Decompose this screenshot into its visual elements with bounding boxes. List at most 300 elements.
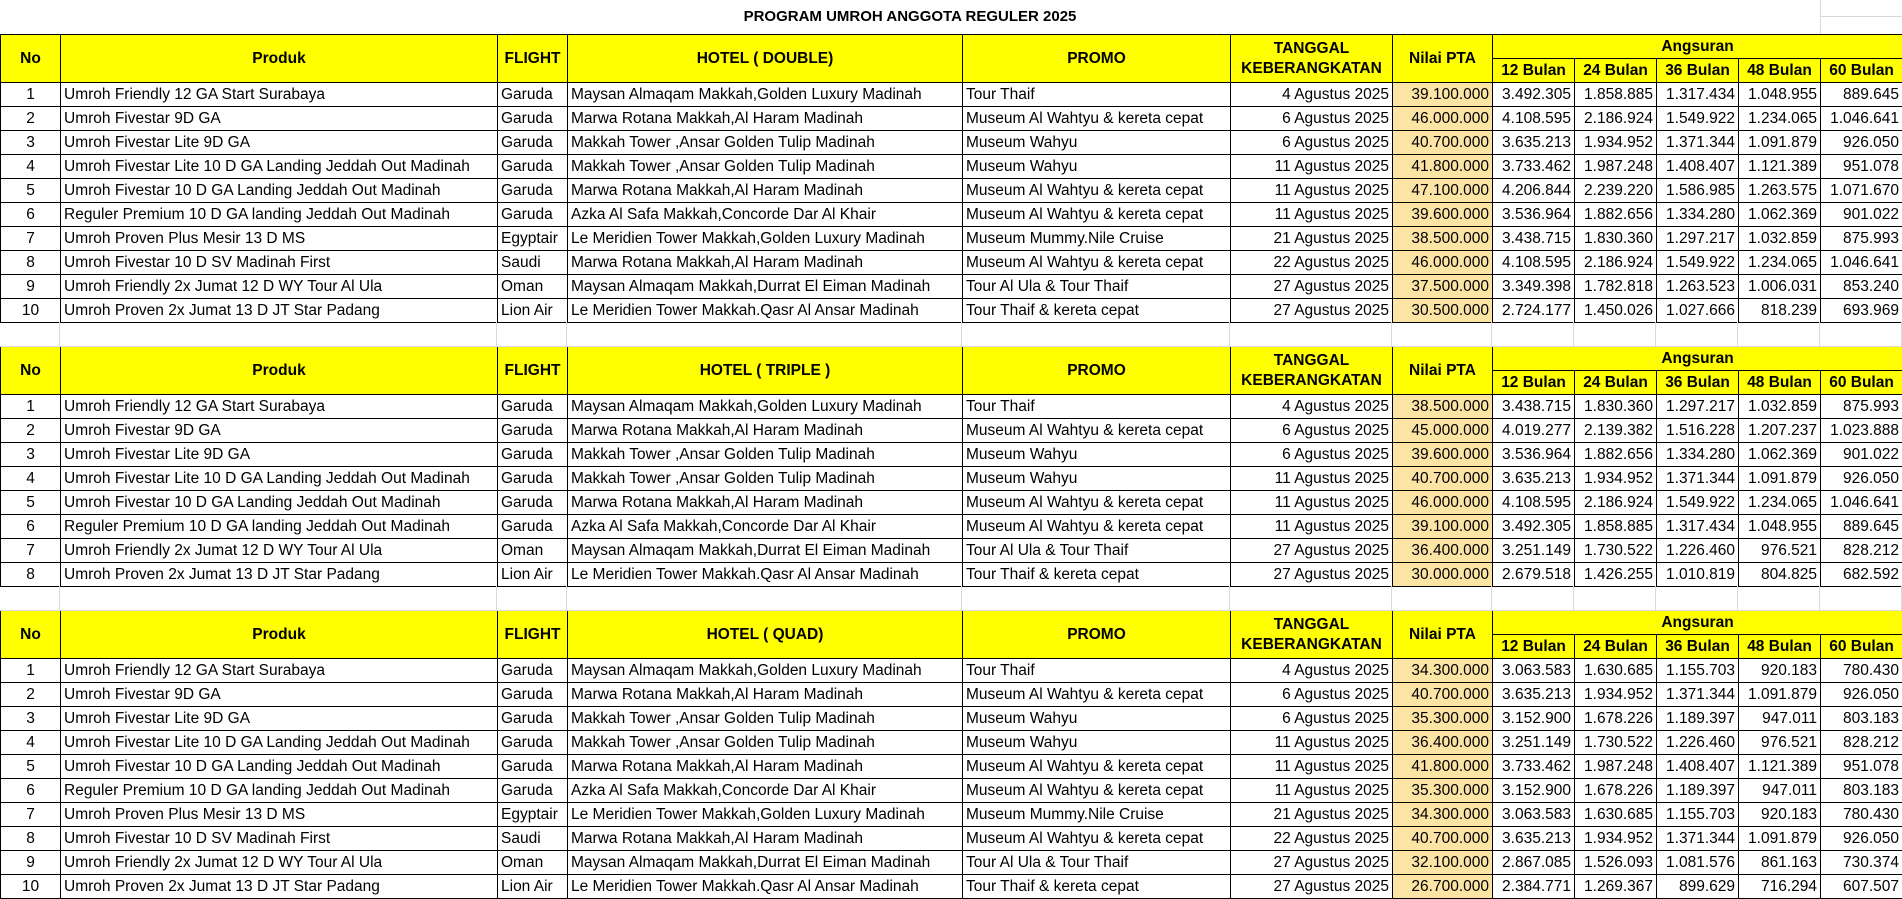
cell-produk: Umroh Fivestar 10 D GA Landing Jeddah Out Madinah: [61, 491, 498, 515]
cell-angsuran-5: 1.046.641: [1821, 491, 1902, 515]
cell-angsuran-4: 1.263.575: [1739, 179, 1821, 203]
cell-produk: Umroh Fivestar Lite 10 D GA Landing Jeddah Out Madinah: [61, 731, 498, 755]
table-row: [1, 131, 1902, 155]
cell-angsuran-1: 3.492.305: [1493, 515, 1575, 539]
cell-angsuran-5: 780.430: [1821, 803, 1902, 827]
table-row: [1, 395, 1902, 419]
cell-tanggal: 11 Agustus 2025: [1231, 731, 1393, 755]
cell-angsuran-5: 901.022: [1821, 443, 1902, 467]
cell-hotel: Azka Al Safa Makkah,Concorde Dar Al Khair: [568, 779, 963, 803]
cell-nilai-pta: 39.600.000: [1393, 443, 1493, 467]
cell-no: 8: [1, 563, 61, 587]
table-row: [1, 179, 1902, 203]
cell-no: 6: [1, 515, 61, 539]
cell-hotel: Makkah Tower ,Ansar Golden Tulip Madinah: [568, 155, 963, 179]
cell-tanggal: 6 Agustus 2025: [1231, 683, 1393, 707]
cell-angsuran-4: 976.521: [1739, 731, 1821, 755]
cell-promo: Tour Thaif: [963, 83, 1231, 107]
cell-promo: Museum Al Wahtyu & kereta cepat: [963, 755, 1231, 779]
table-row: [1, 467, 1902, 491]
cell-produk: Umroh Proven 2x Jumat 13 D JT Star Padang: [61, 299, 498, 323]
header-tanggal: TANGGAL KEBERANGKATAN: [1231, 35, 1393, 83]
header-hotel: HOTEL ( QUAD): [568, 611, 963, 659]
cell-angsuran-5: 803.183: [1821, 707, 1902, 731]
cell-nilai-pta: 37.500.000: [1393, 275, 1493, 299]
cell-promo: Museum Al Wahtyu & kereta cepat: [963, 203, 1231, 227]
table-row: [1, 227, 1902, 251]
cell-angsuran-4: 1.062.369: [1739, 203, 1821, 227]
cell-flight: Lion Air: [498, 563, 568, 587]
cell-nilai-pta: 30.000.000: [1393, 563, 1493, 587]
cell-tanggal: 11 Agustus 2025: [1231, 779, 1393, 803]
cell-flight: Saudi: [498, 827, 568, 851]
cell-hotel: Le Meridien Tower Makkah.Qasr Al Ansar Madinah: [568, 875, 963, 899]
cell-nilai-pta: 45.000.000: [1393, 419, 1493, 443]
cell-angsuran-2: 1.426.255: [1575, 563, 1657, 587]
cell-angsuran-3: 1.297.217: [1657, 227, 1739, 251]
cell-no: 7: [1, 539, 61, 563]
cell-nilai-pta: 46.000.000: [1393, 251, 1493, 275]
cell-no: 10: [1, 299, 61, 323]
cell-angsuran-1: 3.438.715: [1493, 395, 1575, 419]
cell-produk: Umroh Fivestar 10 D SV Madinah First: [61, 827, 498, 851]
cell-angsuran-1: 3.536.964: [1493, 443, 1575, 467]
cell-hotel: Maysan Almaqam Makkah,Durrat El Eiman Madinah: [568, 539, 963, 563]
cell-angsuran-1: 4.108.595: [1493, 491, 1575, 515]
cell-tanggal: 6 Agustus 2025: [1231, 707, 1393, 731]
cell-angsuran-4: 1.234.065: [1739, 251, 1821, 275]
cell-flight: Garuda: [498, 467, 568, 491]
header-month-2: 24 Bulan: [1575, 59, 1657, 83]
cell-nilai-pta: 39.100.000: [1393, 83, 1493, 107]
cell-angsuran-3: 1.189.397: [1657, 707, 1739, 731]
cell-promo: Museum Al Wahtyu & kereta cepat: [963, 179, 1231, 203]
cell-angsuran-4: 1.234.065: [1739, 491, 1821, 515]
cell-produk: Umroh Friendly 2x Jumat 12 D WY Tour Al Ula: [61, 851, 498, 875]
cell-nilai-pta: 26.700.000: [1393, 875, 1493, 899]
header-promo: PROMO: [963, 611, 1231, 659]
cell-angsuran-2: 1.678.226: [1575, 779, 1657, 803]
cell-flight: Garuda: [498, 155, 568, 179]
cell-promo: Museum Wahyu: [963, 443, 1231, 467]
cell-angsuran-5: 889.645: [1821, 515, 1902, 539]
cell-hotel: Makkah Tower ,Ansar Golden Tulip Madinah: [568, 443, 963, 467]
cell-promo: Museum Wahyu: [963, 467, 1231, 491]
cell-angsuran-1: 3.251.149: [1493, 539, 1575, 563]
cell-angsuran-5: 889.645: [1821, 83, 1902, 107]
cell-no: 1: [1, 659, 61, 683]
cell-angsuran-3: 1.371.344: [1657, 467, 1739, 491]
cell-angsuran-1: 3.733.462: [1493, 155, 1575, 179]
cell-no: 2: [1, 419, 61, 443]
cell-angsuran-2: 1.858.885: [1575, 515, 1657, 539]
header-month-4: 48 Bulan: [1739, 371, 1821, 395]
cell-no: 9: [1, 851, 61, 875]
cell-produk: Umroh Friendly 12 GA Start Surabaya: [61, 659, 498, 683]
header-angsuran: Angsuran: [1493, 611, 1902, 635]
header-no: No: [1, 347, 61, 395]
cell-angsuran-5: 828.212: [1821, 731, 1902, 755]
cell-promo: Museum Mummy.Nile Cruise: [963, 803, 1231, 827]
header-month-3: 36 Bulan: [1657, 635, 1739, 659]
cell-angsuran-5: 1.023.888: [1821, 419, 1902, 443]
cell-hotel: Azka Al Safa Makkah,Concorde Dar Al Khair: [568, 515, 963, 539]
cell-tanggal: 4 Agustus 2025: [1231, 83, 1393, 107]
cell-hotel: Marwa Rotana Makkah,Al Haram Madinah: [568, 491, 963, 515]
cell-angsuran-2: 1.882.656: [1575, 443, 1657, 467]
cell-no: 2: [1, 107, 61, 131]
cell-angsuran-2: 1.934.952: [1575, 467, 1657, 491]
cell-angsuran-1: 3.733.462: [1493, 755, 1575, 779]
empty-corner-cells: [1820, 0, 1902, 34]
cell-no: 7: [1, 803, 61, 827]
cell-flight: Saudi: [498, 251, 568, 275]
cell-angsuran-2: 1.450.026: [1575, 299, 1657, 323]
blank-row-1: [0, 322, 1902, 347]
table-row: [1, 419, 1902, 443]
cell-angsuran-3: 1.586.985: [1657, 179, 1739, 203]
cell-no: 4: [1, 731, 61, 755]
cell-angsuran-4: 1.091.879: [1739, 827, 1821, 851]
cell-hotel: Le Meridien Tower Makkah.Qasr Al Ansar Madinah: [568, 563, 963, 587]
cell-angsuran-4: 1.121.389: [1739, 755, 1821, 779]
cell-angsuran-4: 947.011: [1739, 707, 1821, 731]
header-tanggal: TANGGAL KEBERANGKATAN: [1231, 347, 1393, 395]
header-hotel: HOTEL ( DOUBLE): [568, 35, 963, 83]
cell-hotel: Makkah Tower ,Ansar Golden Tulip Madinah: [568, 131, 963, 155]
table-row: [1, 155, 1902, 179]
cell-nilai-pta: 30.500.000: [1393, 299, 1493, 323]
cell-angsuran-2: 1.730.522: [1575, 539, 1657, 563]
cell-promo: Museum Al Wahtyu & kereta cepat: [963, 515, 1231, 539]
cell-nilai-pta: 40.700.000: [1393, 827, 1493, 851]
cell-angsuran-4: 716.294: [1739, 875, 1821, 899]
cell-produk: Umroh Proven 2x Jumat 13 D JT Star Padang: [61, 875, 498, 899]
header-month-3: 36 Bulan: [1657, 371, 1739, 395]
cell-produk: Umroh Fivestar Lite 9D GA: [61, 707, 498, 731]
cell-hotel: Marwa Rotana Makkah,Al Haram Madinah: [568, 251, 963, 275]
cell-angsuran-5: 1.046.641: [1821, 107, 1902, 131]
cell-angsuran-4: 947.011: [1739, 779, 1821, 803]
cell-angsuran-4: 1.048.955: [1739, 515, 1821, 539]
cell-nilai-pta: 38.500.000: [1393, 395, 1493, 419]
header-flight: FLIGHT: [498, 611, 568, 659]
cell-angsuran-1: 2.724.177: [1493, 299, 1575, 323]
cell-no: 8: [1, 251, 61, 275]
table-row: [1, 83, 1902, 107]
cell-flight: Oman: [498, 539, 568, 563]
cell-no: 2: [1, 683, 61, 707]
cell-angsuran-5: 926.050: [1821, 467, 1902, 491]
cell-tanggal: 11 Agustus 2025: [1231, 203, 1393, 227]
cell-tanggal: 27 Agustus 2025: [1231, 539, 1393, 563]
cell-no: 3: [1, 443, 61, 467]
cell-nilai-pta: 40.700.000: [1393, 131, 1493, 155]
cell-nilai-pta: 32.100.000: [1393, 851, 1493, 875]
cell-angsuran-4: 1.091.879: [1739, 131, 1821, 155]
cell-flight: Lion Air: [498, 875, 568, 899]
cell-angsuran-2: 1.830.360: [1575, 395, 1657, 419]
cell-flight: Garuda: [498, 179, 568, 203]
cell-angsuran-1: 3.152.900: [1493, 707, 1575, 731]
header-produk: Produk: [61, 347, 498, 395]
cell-produk: Reguler Premium 10 D GA landing Jeddah Out Madinah: [61, 515, 498, 539]
cell-tanggal: 11 Agustus 2025: [1231, 515, 1393, 539]
cell-produk: Umroh Fivestar 10 D GA Landing Jeddah Out Madinah: [61, 755, 498, 779]
header-angsuran: Angsuran: [1493, 347, 1902, 371]
cell-flight: Garuda: [498, 755, 568, 779]
cell-angsuran-1: 4.206.844: [1493, 179, 1575, 203]
cell-hotel: Maysan Almaqam Makkah,Golden Luxury Madinah: [568, 83, 963, 107]
cell-angsuran-1: 3.635.213: [1493, 467, 1575, 491]
cell-flight: Garuda: [498, 515, 568, 539]
cell-angsuran-3: 1.549.922: [1657, 251, 1739, 275]
cell-angsuran-2: 2.186.924: [1575, 107, 1657, 131]
cell-hotel: Maysan Almaqam Makkah,Golden Luxury Madinah: [568, 395, 963, 419]
cell-tanggal: 11 Agustus 2025: [1231, 755, 1393, 779]
cell-angsuran-3: 1.334.280: [1657, 443, 1739, 467]
cell-flight: Garuda: [498, 443, 568, 467]
cell-nilai-pta: 39.600.000: [1393, 203, 1493, 227]
pricing-table-1: [0, 34, 1902, 323]
cell-promo: Tour Al Ula & Tour Thaif: [963, 275, 1231, 299]
cell-angsuran-5: 803.183: [1821, 779, 1902, 803]
table-row: [1, 803, 1902, 827]
cell-flight: Garuda: [498, 707, 568, 731]
cell-no: 6: [1, 203, 61, 227]
cell-angsuran-5: 780.430: [1821, 659, 1902, 683]
cell-angsuran-3: 899.629: [1657, 875, 1739, 899]
cell-no: 3: [1, 707, 61, 731]
cell-angsuran-1: 3.152.900: [1493, 779, 1575, 803]
cell-angsuran-4: 1.062.369: [1739, 443, 1821, 467]
cell-promo: Museum Mummy.Nile Cruise: [963, 227, 1231, 251]
cell-nilai-pta: 34.300.000: [1393, 659, 1493, 683]
cell-hotel: Maysan Almaqam Makkah,Durrat El Eiman Madinah: [568, 275, 963, 299]
blank-row-2: [0, 586, 1902, 611]
cell-no: 1: [1, 83, 61, 107]
cell-angsuran-4: 1.234.065: [1739, 107, 1821, 131]
cell-hotel: Azka Al Safa Makkah,Concorde Dar Al Khair: [568, 203, 963, 227]
cell-angsuran-5: 926.050: [1821, 683, 1902, 707]
cell-hotel: Le Meridien Tower Makkah,Golden Luxury Madinah: [568, 227, 963, 251]
cell-tanggal: 6 Agustus 2025: [1231, 419, 1393, 443]
cell-angsuran-1: 3.063.583: [1493, 659, 1575, 683]
cell-hotel: Le Meridien Tower Makkah.Qasr Al Ansar Madinah: [568, 299, 963, 323]
cell-produk: Umroh Fivestar Lite 10 D GA Landing Jeddah Out Madinah: [61, 155, 498, 179]
cell-angsuran-2: 1.934.952: [1575, 827, 1657, 851]
header-produk: Produk: [61, 35, 498, 83]
cell-produk: Umroh Fivestar 9D GA: [61, 683, 498, 707]
header-angsuran: Angsuran: [1493, 35, 1902, 59]
header-month-3: 36 Bulan: [1657, 59, 1739, 83]
cell-no: 4: [1, 467, 61, 491]
pricing-table-2: [0, 346, 1902, 587]
table-row: [1, 515, 1902, 539]
cell-angsuran-3: 1.408.407: [1657, 755, 1739, 779]
cell-promo: Tour Al Ula & Tour Thaif: [963, 539, 1231, 563]
cell-hotel: Marwa Rotana Makkah,Al Haram Madinah: [568, 755, 963, 779]
cell-produk: Umroh Fivestar Lite 9D GA: [61, 443, 498, 467]
cell-produk: Umroh Fivestar Lite 9D GA: [61, 131, 498, 155]
cell-no: 1: [1, 395, 61, 419]
cell-nilai-pta: 35.300.000: [1393, 779, 1493, 803]
table-row: [1, 203, 1902, 227]
header-nilai-pta: Nilai PTA: [1393, 611, 1493, 659]
cell-angsuran-1: 3.251.149: [1493, 731, 1575, 755]
cell-tanggal: 6 Agustus 2025: [1231, 443, 1393, 467]
table-row: [1, 563, 1902, 587]
cell-no: 4: [1, 155, 61, 179]
cell-angsuran-2: 1.526.093: [1575, 851, 1657, 875]
cell-angsuran-5: 875.993: [1821, 395, 1902, 419]
header-promo: PROMO: [963, 35, 1231, 83]
cell-angsuran-2: 1.934.952: [1575, 683, 1657, 707]
cell-angsuran-2: 1.830.360: [1575, 227, 1657, 251]
header-month-2: 24 Bulan: [1575, 371, 1657, 395]
cell-angsuran-1: 3.063.583: [1493, 803, 1575, 827]
cell-angsuran-1: 2.679.518: [1493, 563, 1575, 587]
cell-angsuran-2: 1.269.367: [1575, 875, 1657, 899]
cell-angsuran-1: 3.635.213: [1493, 683, 1575, 707]
cell-nilai-pta: 38.500.000: [1393, 227, 1493, 251]
cell-no: 5: [1, 179, 61, 203]
cell-flight: Garuda: [498, 659, 568, 683]
cell-angsuran-5: 828.212: [1821, 539, 1902, 563]
cell-angsuran-3: 1.155.703: [1657, 803, 1739, 827]
table-row: [1, 251, 1902, 275]
cell-produk: Reguler Premium 10 D GA landing Jeddah Out Madinah: [61, 779, 498, 803]
cell-flight: Garuda: [498, 107, 568, 131]
cell-hotel: Marwa Rotana Makkah,Al Haram Madinah: [568, 683, 963, 707]
cell-angsuran-2: 1.630.685: [1575, 659, 1657, 683]
cell-angsuran-5: 682.592: [1821, 563, 1902, 587]
cell-angsuran-3: 1.549.922: [1657, 491, 1739, 515]
cell-angsuran-2: 1.730.522: [1575, 731, 1657, 755]
cell-angsuran-4: 920.183: [1739, 659, 1821, 683]
header-month-4: 48 Bulan: [1739, 635, 1821, 659]
cell-promo: Tour Al Ula & Tour Thaif: [963, 851, 1231, 875]
cell-angsuran-1: 3.349.398: [1493, 275, 1575, 299]
cell-tanggal: 21 Agustus 2025: [1231, 803, 1393, 827]
header-month-5: 60 Bulan: [1821, 371, 1902, 395]
cell-angsuran-5: 875.993: [1821, 227, 1902, 251]
cell-nilai-pta: 36.400.000: [1393, 731, 1493, 755]
cell-hotel: Le Meridien Tower Makkah,Golden Luxury Madinah: [568, 803, 963, 827]
cell-hotel: Marwa Rotana Makkah,Al Haram Madinah: [568, 179, 963, 203]
header-flight: FLIGHT: [498, 35, 568, 83]
table-row: [1, 659, 1902, 683]
header-month-1: 12 Bulan: [1493, 635, 1575, 659]
cell-angsuran-5: 951.078: [1821, 755, 1902, 779]
cell-angsuran-3: 1.263.523: [1657, 275, 1739, 299]
cell-flight: Egyptair: [498, 803, 568, 827]
cell-angsuran-4: 1.048.955: [1739, 83, 1821, 107]
cell-produk: Umroh Fivestar 10 D GA Landing Jeddah Out Madinah: [61, 179, 498, 203]
cell-angsuran-2: 1.987.248: [1575, 155, 1657, 179]
header-month-5: 60 Bulan: [1821, 635, 1902, 659]
cell-angsuran-4: 1.006.031: [1739, 275, 1821, 299]
cell-no: 6: [1, 779, 61, 803]
cell-angsuran-2: 1.987.248: [1575, 755, 1657, 779]
table-row: [1, 755, 1902, 779]
cell-angsuran-3: 1.371.344: [1657, 827, 1739, 851]
cell-tanggal: 22 Agustus 2025: [1231, 251, 1393, 275]
header-flight: FLIGHT: [498, 347, 568, 395]
cell-angsuran-1: 3.438.715: [1493, 227, 1575, 251]
cell-no: 5: [1, 491, 61, 515]
header-nilai-pta: Nilai PTA: [1393, 35, 1493, 83]
cell-angsuran-1: 2.384.771: [1493, 875, 1575, 899]
cell-nilai-pta: 41.800.000: [1393, 755, 1493, 779]
cell-tanggal: 27 Agustus 2025: [1231, 275, 1393, 299]
cell-hotel: Makkah Tower ,Ansar Golden Tulip Madinah: [568, 707, 963, 731]
cell-flight: Oman: [498, 851, 568, 875]
header-produk: Produk: [61, 611, 498, 659]
cell-angsuran-2: 1.882.656: [1575, 203, 1657, 227]
cell-produk: Umroh Fivestar Lite 10 D GA Landing Jeddah Out Madinah: [61, 467, 498, 491]
cell-tanggal: 6 Agustus 2025: [1231, 107, 1393, 131]
table-row: [1, 875, 1902, 899]
table-row: [1, 779, 1902, 803]
cell-angsuran-5: 951.078: [1821, 155, 1902, 179]
cell-flight: Garuda: [498, 731, 568, 755]
cell-angsuran-2: 2.139.382: [1575, 419, 1657, 443]
cell-angsuran-3: 1.027.666: [1657, 299, 1739, 323]
cell-promo: Museum Al Wahtyu & kereta cepat: [963, 779, 1231, 803]
table-row: [1, 443, 1902, 467]
cell-angsuran-3: 1.516.228: [1657, 419, 1739, 443]
table-row: [1, 299, 1902, 323]
cell-promo: Museum Al Wahtyu & kereta cepat: [963, 683, 1231, 707]
header-month-4: 48 Bulan: [1739, 59, 1821, 83]
cell-nilai-pta: 35.300.000: [1393, 707, 1493, 731]
cell-tanggal: 27 Agustus 2025: [1231, 563, 1393, 587]
header-month-2: 24 Bulan: [1575, 635, 1657, 659]
cell-tanggal: 11 Agustus 2025: [1231, 155, 1393, 179]
cell-angsuran-4: 920.183: [1739, 803, 1821, 827]
cell-produk: Umroh Proven Plus Mesir 13 D MS: [61, 803, 498, 827]
cell-angsuran-4: 1.207.237: [1739, 419, 1821, 443]
cell-flight: Garuda: [498, 395, 568, 419]
cell-tanggal: 27 Agustus 2025: [1231, 299, 1393, 323]
cell-angsuran-2: 2.186.924: [1575, 491, 1657, 515]
cell-tanggal: 27 Agustus 2025: [1231, 851, 1393, 875]
cell-nilai-pta: 34.300.000: [1393, 803, 1493, 827]
cell-promo: Museum Wahyu: [963, 131, 1231, 155]
cell-angsuran-1: 3.536.964: [1493, 203, 1575, 227]
cell-flight: Lion Air: [498, 299, 568, 323]
cell-angsuran-4: 1.091.879: [1739, 467, 1821, 491]
cell-angsuran-4: 804.825: [1739, 563, 1821, 587]
cell-flight: Garuda: [498, 683, 568, 707]
cell-angsuran-3: 1.155.703: [1657, 659, 1739, 683]
header-no: No: [1, 611, 61, 659]
pricing-table-3: [0, 610, 1902, 899]
cell-promo: Tour Thaif & kereta cepat: [963, 299, 1231, 323]
cell-tanggal: 4 Agustus 2025: [1231, 395, 1393, 419]
cell-angsuran-3: 1.549.922: [1657, 107, 1739, 131]
table-row: [1, 731, 1902, 755]
cell-flight: Garuda: [498, 779, 568, 803]
cell-angsuran-2: 1.630.685: [1575, 803, 1657, 827]
cell-tanggal: 11 Agustus 2025: [1231, 179, 1393, 203]
cell-tanggal: 6 Agustus 2025: [1231, 131, 1393, 155]
cell-angsuran-3: 1.226.460: [1657, 539, 1739, 563]
cell-angsuran-1: 3.635.213: [1493, 131, 1575, 155]
cell-nilai-pta: 47.100.000: [1393, 179, 1493, 203]
header-month-1: 12 Bulan: [1493, 371, 1575, 395]
